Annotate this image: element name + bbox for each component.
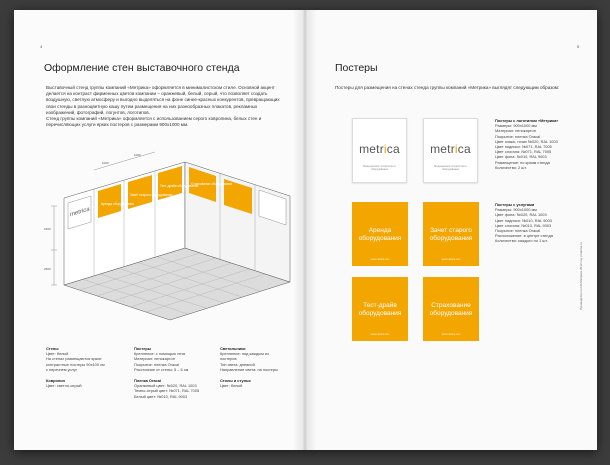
logo-poster-2 xyxy=(423,118,478,183)
spec-service-posters: Постеры с услугами Размеры: 900х1000 мм Цвет фона: №020, RAL 1003 Цвет надписи: №010, RAL 9003 Цвет слогана: №010, RAL 9003 Покрытие: пленка Oracal Расположение: в центре стенда Количество: каждого по 1 шт. xyxy=(495,202,553,244)
logo-tagline: Медицинское технологии и оборудование xyxy=(363,165,396,172)
stand-poster-label: Аренда оборудования xyxy=(101,202,134,206)
spec-logo-posters: Постеры с логотипом «Метрика» Размеры: 900х1000 мм Материал: пенокартон Покрытие: пленка Oracal Цвет знака, точки №020, RAL 1003 Цвет подписи: №071, RAL 7005 Цвет слогана: №071, RAL 7005 Цвет фона: №010, RAL 9003 Размещение: по краям стенда Количество: 2 шт. xyxy=(495,118,559,170)
service-poster-rent: Аренда оборудования www.metrica.com xyxy=(352,202,408,266)
logo-accent-letter: i xyxy=(454,142,458,156)
logo-wordmark: metrica xyxy=(359,142,400,156)
right-page xyxy=(305,10,597,450)
page-number-right: 5 xyxy=(577,44,580,49)
stand-poster-label: Тест-драйв оборудования xyxy=(160,184,199,188)
service-poster-tradein: Зачет старого оборудования www.metrica.com xyxy=(423,202,479,266)
dim-label: 1000 xyxy=(134,153,141,157)
posters-intro: Постеры для размещения на стенах стенда группы компаний «Метрика» выглядят следующим образом: xyxy=(335,85,560,90)
side-footer-text: Руководство по ИЗ Метрика 2012 год | metrica.ru xyxy=(579,242,583,310)
stand-poster-label: Страхование оборудования xyxy=(191,182,233,186)
service-poster-testdrive: Тест-драйв оборудования www.metrica.com xyxy=(352,277,408,341)
logo-accent-letter: i xyxy=(383,142,387,156)
page-title: Оформление стен выставочного стенда xyxy=(44,62,240,74)
page-number-left: 4 xyxy=(40,44,43,49)
spec-walls: Стены Цвет: белый На стенах размещаются яркие контрастные постеры 90х100 см с перечнем услуг xyxy=(46,346,105,372)
posters-title: Постеры xyxy=(335,62,378,74)
stand-poster-label: Зачет старого оборудования xyxy=(130,193,173,197)
logo-wordmark: metrica xyxy=(430,142,471,156)
dim-label: 1000 xyxy=(102,161,109,165)
logo-tagline: Медицинское технологии и оборудование xyxy=(434,165,467,172)
dim-label: 1500 xyxy=(44,227,51,231)
logo-poster-1 xyxy=(352,118,407,183)
stand-illustration xyxy=(42,150,292,325)
intro-paragraph: Выставочный стенд группы компаний «Метрика» оформляется в минималистском стиле. Основной акцент делается на контраст фирменных цветов компании – оранжевый, белый, серый, что позволяет создать воздушную, светлую атмосферу и выгодно выделяться на фоне синее-красных конкурентов, превращающих свои стенды в разноцветную кашу путем размещения на них разнообразных плакатов, рекламных изображений, фотографий, логунтов, логотипов. Стенд группы компаний «Метрика» оформляется с использованием серого ковролина, белых стен и перечисляющих услуги ярких постеров с размерами 900х1000 мм. xyxy=(46,85,280,128)
stand-logo-text: metrica xyxy=(70,205,90,219)
left-page xyxy=(14,10,305,450)
service-poster-insurance: Страхование оборудования www.metrica.com xyxy=(423,277,479,341)
spec-oracal: Пленка Oracal Оранжевый цвет: №020, RAL 1003 Темно-серый цвет: №071, RAL 7005 Белый цвет: №010, RAL 9003 xyxy=(134,378,200,399)
spec-carpet: Ковролин Цвет: светло-серый xyxy=(46,378,82,389)
spec-lights: Светильники Крепление: над каждым из постеров Тип света: дневной Направление света: на постеры xyxy=(220,346,278,372)
spec-posters: Постеры Крепление: с помощью леск Материал: пенокартон Покрытие: пленка Oracal Расстояние от стены: 5 – 6 см xyxy=(134,346,189,372)
brochure-spread xyxy=(14,10,597,450)
spec-furniture: Столы и стулья Цвет: белый xyxy=(220,378,251,389)
dim-label: 2500 xyxy=(44,267,51,271)
